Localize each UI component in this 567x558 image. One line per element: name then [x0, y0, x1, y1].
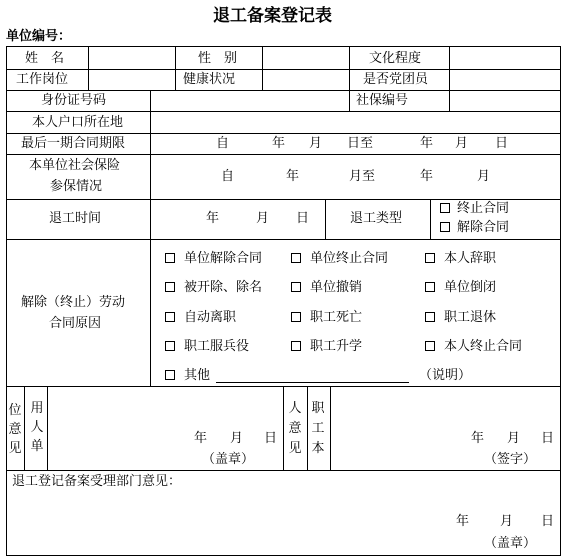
unit-opinion-seal: （盖章） — [202, 452, 255, 467]
dept-opinion-year: 年 — [456, 514, 470, 529]
reason-checkbox[interactable] — [291, 312, 301, 322]
reason-checkbox[interactable] — [291, 341, 301, 351]
contract-day-to: 日至 — [347, 136, 374, 151]
position-label: 工作岗位 — [16, 72, 69, 87]
social-security-no-field[interactable] — [450, 91, 560, 111]
id-number-label: 身份证号码 — [41, 93, 107, 108]
unit-opinion-char: 用 — [30, 401, 44, 416]
reason-checkbox[interactable] — [165, 282, 175, 292]
party-member-label: 是否党团员 — [363, 72, 429, 87]
reason-checkbox[interactable] — [425, 341, 435, 351]
unit-opinion-char: 见 — [8, 441, 22, 456]
reason-label: 单位倒闭 — [444, 280, 497, 295]
reason-checkbox[interactable] — [165, 312, 175, 322]
leave-type-label: 退工类型 — [350, 211, 403, 226]
worker-opinion-char: 见 — [288, 441, 302, 456]
hukou-field[interactable] — [151, 112, 560, 133]
reason-label: 职工升学 — [310, 339, 363, 354]
unit-opinion-char: 位 — [8, 403, 22, 418]
reason-label: 职工退休 — [444, 310, 497, 325]
insurance-year: 年 — [286, 169, 300, 184]
contract-from: 自 — [216, 136, 230, 151]
worker-opinion-char: 意 — [288, 421, 302, 436]
education-field[interactable] — [450, 47, 560, 69]
reasons-label-line2: 合同原因 — [49, 316, 102, 331]
gender-label: 性 别 — [198, 51, 238, 66]
reason-checkbox[interactable] — [291, 253, 301, 263]
dept-opinion-day: 日 — [541, 514, 555, 529]
hukou-label: 本人户口所在地 — [32, 115, 124, 130]
reason-label: 单位撤销 — [310, 280, 363, 295]
worker-opinion-char: 本 — [311, 441, 325, 456]
dept-opinion-label: 退工登记备案受理部门意见： — [12, 474, 182, 489]
dept-opinion-month: 月 — [500, 514, 514, 529]
contract-day-end: 日 — [495, 136, 509, 151]
social-security-no-label: 社保编号 — [356, 93, 409, 108]
reason-checkbox[interactable] — [425, 253, 435, 263]
contract-month-end: 月 — [455, 136, 469, 151]
other-reason-field[interactable] — [216, 366, 409, 382]
other-reason-checkbox[interactable] — [165, 370, 175, 380]
insurance-month-to: 月至 — [349, 169, 376, 184]
name-field[interactable] — [89, 47, 175, 69]
reason-checkbox[interactable] — [165, 253, 175, 263]
other-reason-label: 其他 — [184, 368, 211, 383]
gender-field[interactable] — [263, 47, 349, 69]
dissolve-contract-label: 解除合同 — [457, 220, 510, 235]
leave-time-label: 退工时间 — [49, 211, 102, 226]
leave-day: 日 — [296, 211, 310, 226]
worker-opinion-char: 工 — [311, 421, 325, 436]
reason-checkbox[interactable] — [291, 282, 301, 292]
leave-year: 年 — [206, 211, 220, 226]
dept-opinion-seal: （盖章） — [484, 536, 537, 551]
insurance-from: 自 — [221, 169, 235, 184]
reason-label: 单位终止合同 — [310, 251, 389, 266]
worker-opinion-year: 年 — [471, 431, 485, 446]
reason-label: 职工死亡 — [310, 310, 363, 325]
reason-checkbox[interactable] — [425, 312, 435, 322]
unit-opinion-char: 人 — [30, 420, 44, 435]
terminate-contract-checkbox[interactable] — [440, 203, 450, 213]
terminate-contract-label: 终止合同 — [457, 201, 510, 216]
reason-label: 被开除、除名 — [184, 280, 263, 295]
reason-checkbox[interactable] — [425, 282, 435, 292]
education-label: 文化程度 — [369, 51, 422, 66]
unit-opinion-char: 意 — [8, 422, 22, 437]
reason-label: 本人终止合同 — [444, 339, 523, 354]
worker-opinion-sign: （签字） — [484, 452, 537, 467]
unit-opinion-day: 日 — [264, 431, 278, 446]
party-member-field[interactable] — [450, 70, 560, 90]
worker-opinion-char: 人 — [288, 401, 302, 416]
insurance-year-end: 年 — [420, 169, 434, 184]
health-field[interactable] — [263, 70, 349, 90]
worker-opinion-month: 月 — [507, 431, 521, 446]
contract-year-end: 年 — [420, 136, 434, 151]
reason-checkbox[interactable] — [165, 341, 175, 351]
dissolve-contract-checkbox[interactable] — [440, 222, 450, 232]
insurance-month-end: 月 — [477, 169, 491, 184]
reason-label: 自动离职 — [184, 310, 237, 325]
reason-label: 本人辞职 — [444, 251, 497, 266]
worker-opinion-day: 日 — [541, 431, 555, 446]
unit-number-label: 单位编号： — [6, 29, 72, 44]
health-label: 健康状况 — [183, 72, 236, 87]
page-title: 退工备案登记表 — [213, 6, 332, 26]
social-insurance-label-line2: 参保情况 — [50, 179, 103, 194]
dept-opinion-field[interactable] — [7, 492, 560, 555]
id-number-field[interactable] — [151, 91, 349, 111]
position-field[interactable] — [89, 70, 175, 90]
name-label: 姓 名 — [25, 51, 65, 66]
contract-period-label: 最后一期合同期限 — [21, 136, 126, 151]
worker-opinion-char: 职 — [311, 401, 325, 416]
reason-label: 职工服兵役 — [184, 339, 250, 354]
unit-opinion-char: 单 — [30, 439, 44, 454]
unit-opinion-month: 月 — [230, 431, 244, 446]
reason-label: 单位解除合同 — [184, 251, 263, 266]
reasons-label-line1: 解除（终止）劳动 — [21, 295, 126, 310]
unit-opinion-year: 年 — [194, 431, 208, 446]
explain-label: （说明） — [419, 368, 472, 383]
social-insurance-label-line1: 本单位社会保险 — [29, 158, 121, 173]
leave-month: 月 — [256, 211, 270, 226]
contract-month: 月 — [309, 136, 323, 151]
contract-year: 年 — [272, 136, 286, 151]
